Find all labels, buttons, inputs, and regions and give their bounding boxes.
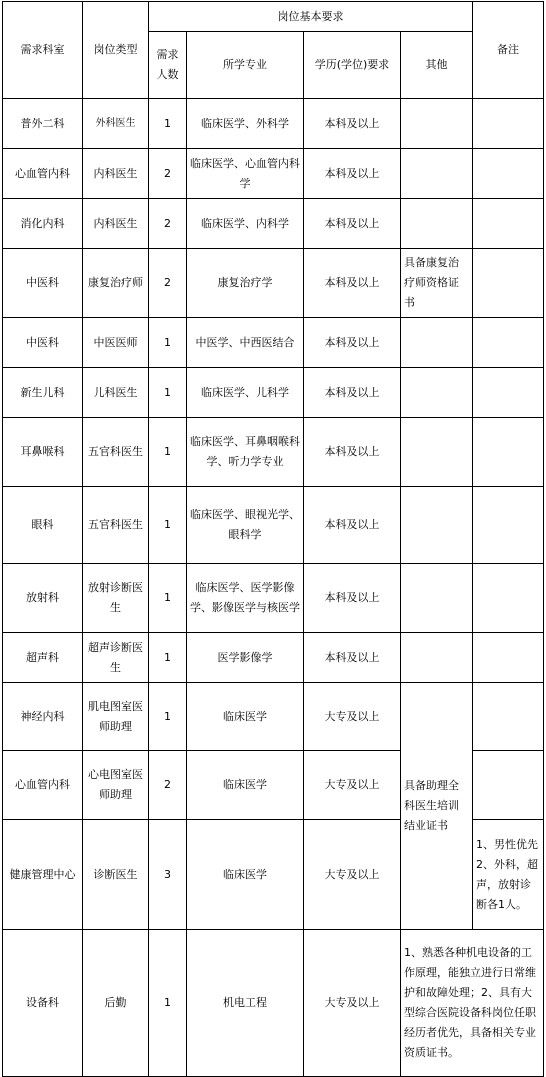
header-basic-requirements: 岗位基本要求 [149,2,473,32]
cell-dept: 新生儿科 [3,368,83,418]
cell-dept: 心血管内科 [3,149,83,199]
header-remark: 备注 [473,2,544,99]
cell-type: 心电图室医师助理 [83,751,149,820]
cell-remark: 1、男性优先2、外科，超声，放射诊断各1人。 [473,820,544,930]
cell-remark [473,368,544,418]
cell-count: 1 [149,368,187,418]
cell-edu: 本科及以上 [304,418,401,487]
header-other: 其他 [401,32,473,99]
cell-remark [473,633,544,683]
cell-type: 后勤 [83,930,149,1077]
cell-remark [473,564,544,633]
cell-other [401,633,473,683]
cell-edu: 本科及以上 [304,249,401,318]
cell-other [401,99,473,149]
job-requirements-table [2,1,544,1077]
cell-major: 临床医学、心血管内科学 [187,149,304,199]
cell-type: 超声诊断医生 [83,633,149,683]
cell-edu: 本科及以上 [304,633,401,683]
table-row [3,487,544,564]
cell-type: 放射诊断医生 [83,564,149,633]
cell-major: 临床医学 [187,751,304,820]
cell-count: 2 [149,249,187,318]
cell-type: 肌电图室医师助理 [83,683,149,751]
cell-edu: 本科及以上 [304,149,401,199]
table-row [3,318,544,368]
cell-count: 1 [149,683,187,751]
cell-count: 1 [149,99,187,149]
cell-edu: 大专及以上 [304,751,401,820]
header-count: 需求人数 [149,32,187,99]
header-major: 所学专业 [187,32,304,99]
cell-major: 临床医学 [187,820,304,930]
cell-remark [473,487,544,564]
cell-edu: 大专及以上 [304,683,401,751]
cell-major: 机电工程 [187,930,304,1077]
table-row [3,930,544,1077]
cell-other: 具备康复治疗师资格证书 [401,249,473,318]
cell-other [401,487,473,564]
cell-major: 临床医学、耳鼻咽喉科学、听力学专业 [187,418,304,487]
header-type: 岗位类型 [83,2,149,99]
cell-edu: 本科及以上 [304,99,401,149]
cell-dept: 中医科 [3,249,83,318]
cell-count: 1 [149,487,187,564]
cell-other [401,199,473,249]
cell-edu: 本科及以上 [304,199,401,249]
cell-remark [473,683,544,751]
cell-count: 2 [149,751,187,820]
cell-type: 中医医师 [83,318,149,368]
cell-dept: 普外二科 [3,99,83,149]
cell-type: 五官科医生 [83,487,149,564]
cell-type: 康复治疗师 [83,249,149,318]
table-row [3,418,544,487]
cell-other [401,368,473,418]
header-row-1 [3,2,544,32]
cell-major: 康复治疗学 [187,249,304,318]
cell-type: 内科医生 [83,199,149,249]
table-row [3,564,544,633]
table-row [3,249,544,318]
cell-major: 临床医学、外科学 [187,99,304,149]
cell-remark [473,249,544,318]
cell-major: 临床医学、眼视光学、 眼科学 [187,487,304,564]
cell-count: 2 [149,199,187,249]
cell-other [401,149,473,199]
cell-other [401,564,473,633]
table-row [3,368,544,418]
cell-major: 临床医学、医学影像学、影像医学与核医学 [187,564,304,633]
cell-count: 1 [149,564,187,633]
cell-dept: 神经内科 [3,683,83,751]
table-row [3,149,544,199]
cell-type: 诊断医生 [83,820,149,930]
cell-count: 1 [149,418,187,487]
cell-dept: 耳鼻喉科 [3,418,83,487]
table-row [3,683,544,751]
cell-major: 中医学、中西医结合 [187,318,304,368]
cell-dept: 放射科 [3,564,83,633]
cell-edu: 大专及以上 [304,930,401,1077]
cell-major: 临床医学 [187,683,304,751]
cell-remark [473,418,544,487]
cell-count: 3 [149,820,187,930]
cell-count: 1 [149,318,187,368]
cell-other-merged: 具备助理全科医生培训结业证书 [401,683,473,930]
cell-remark [473,199,544,249]
cell-dept: 设备科 [3,930,83,1077]
cell-edu: 本科及以上 [304,487,401,564]
header-dept: 需求科室 [3,2,83,99]
cell-dept: 中医科 [3,318,83,368]
cell-dept: 超声科 [3,633,83,683]
cell-edu: 本科及以上 [304,564,401,633]
cell-remark [473,99,544,149]
cell-type: 五官科医生 [83,418,149,487]
cell-major: 临床医学、儿科学 [187,368,304,418]
cell-dept: 心血管内科 [3,751,83,820]
cell-other-wide: 1、熟悉各种机电设备的工作原理，能独立进行日常维护和故障处理；2、具有大型综合医院设备科岗位任职经历者优先，具备相关专业资质证书。 [401,930,544,1077]
cell-dept: 眼科 [3,487,83,564]
table-row [3,199,544,249]
cell-remark [473,318,544,368]
cell-remark [473,149,544,199]
cell-type: 儿科医生 [83,368,149,418]
cell-remark [473,751,544,820]
table-row [3,633,544,683]
table-row [3,99,544,149]
header-edu: 学历(学位)要求 [304,32,401,99]
cell-type: 外科医生 [83,99,149,149]
cell-type: 内科医生 [83,149,149,199]
cell-count: 1 [149,633,187,683]
cell-dept: 消化内科 [3,199,83,249]
cell-dept: 健康管理中心 [3,820,83,930]
cell-major: 医学影像学 [187,633,304,683]
cell-other [401,318,473,368]
cell-edu: 大专及以上 [304,820,401,930]
cell-edu: 本科及以上 [304,318,401,368]
cell-other [401,418,473,487]
cell-count: 1 [149,930,187,1077]
cell-major: 临床医学、内科学 [187,199,304,249]
cell-edu: 本科及以上 [304,368,401,418]
cell-count: 2 [149,149,187,199]
